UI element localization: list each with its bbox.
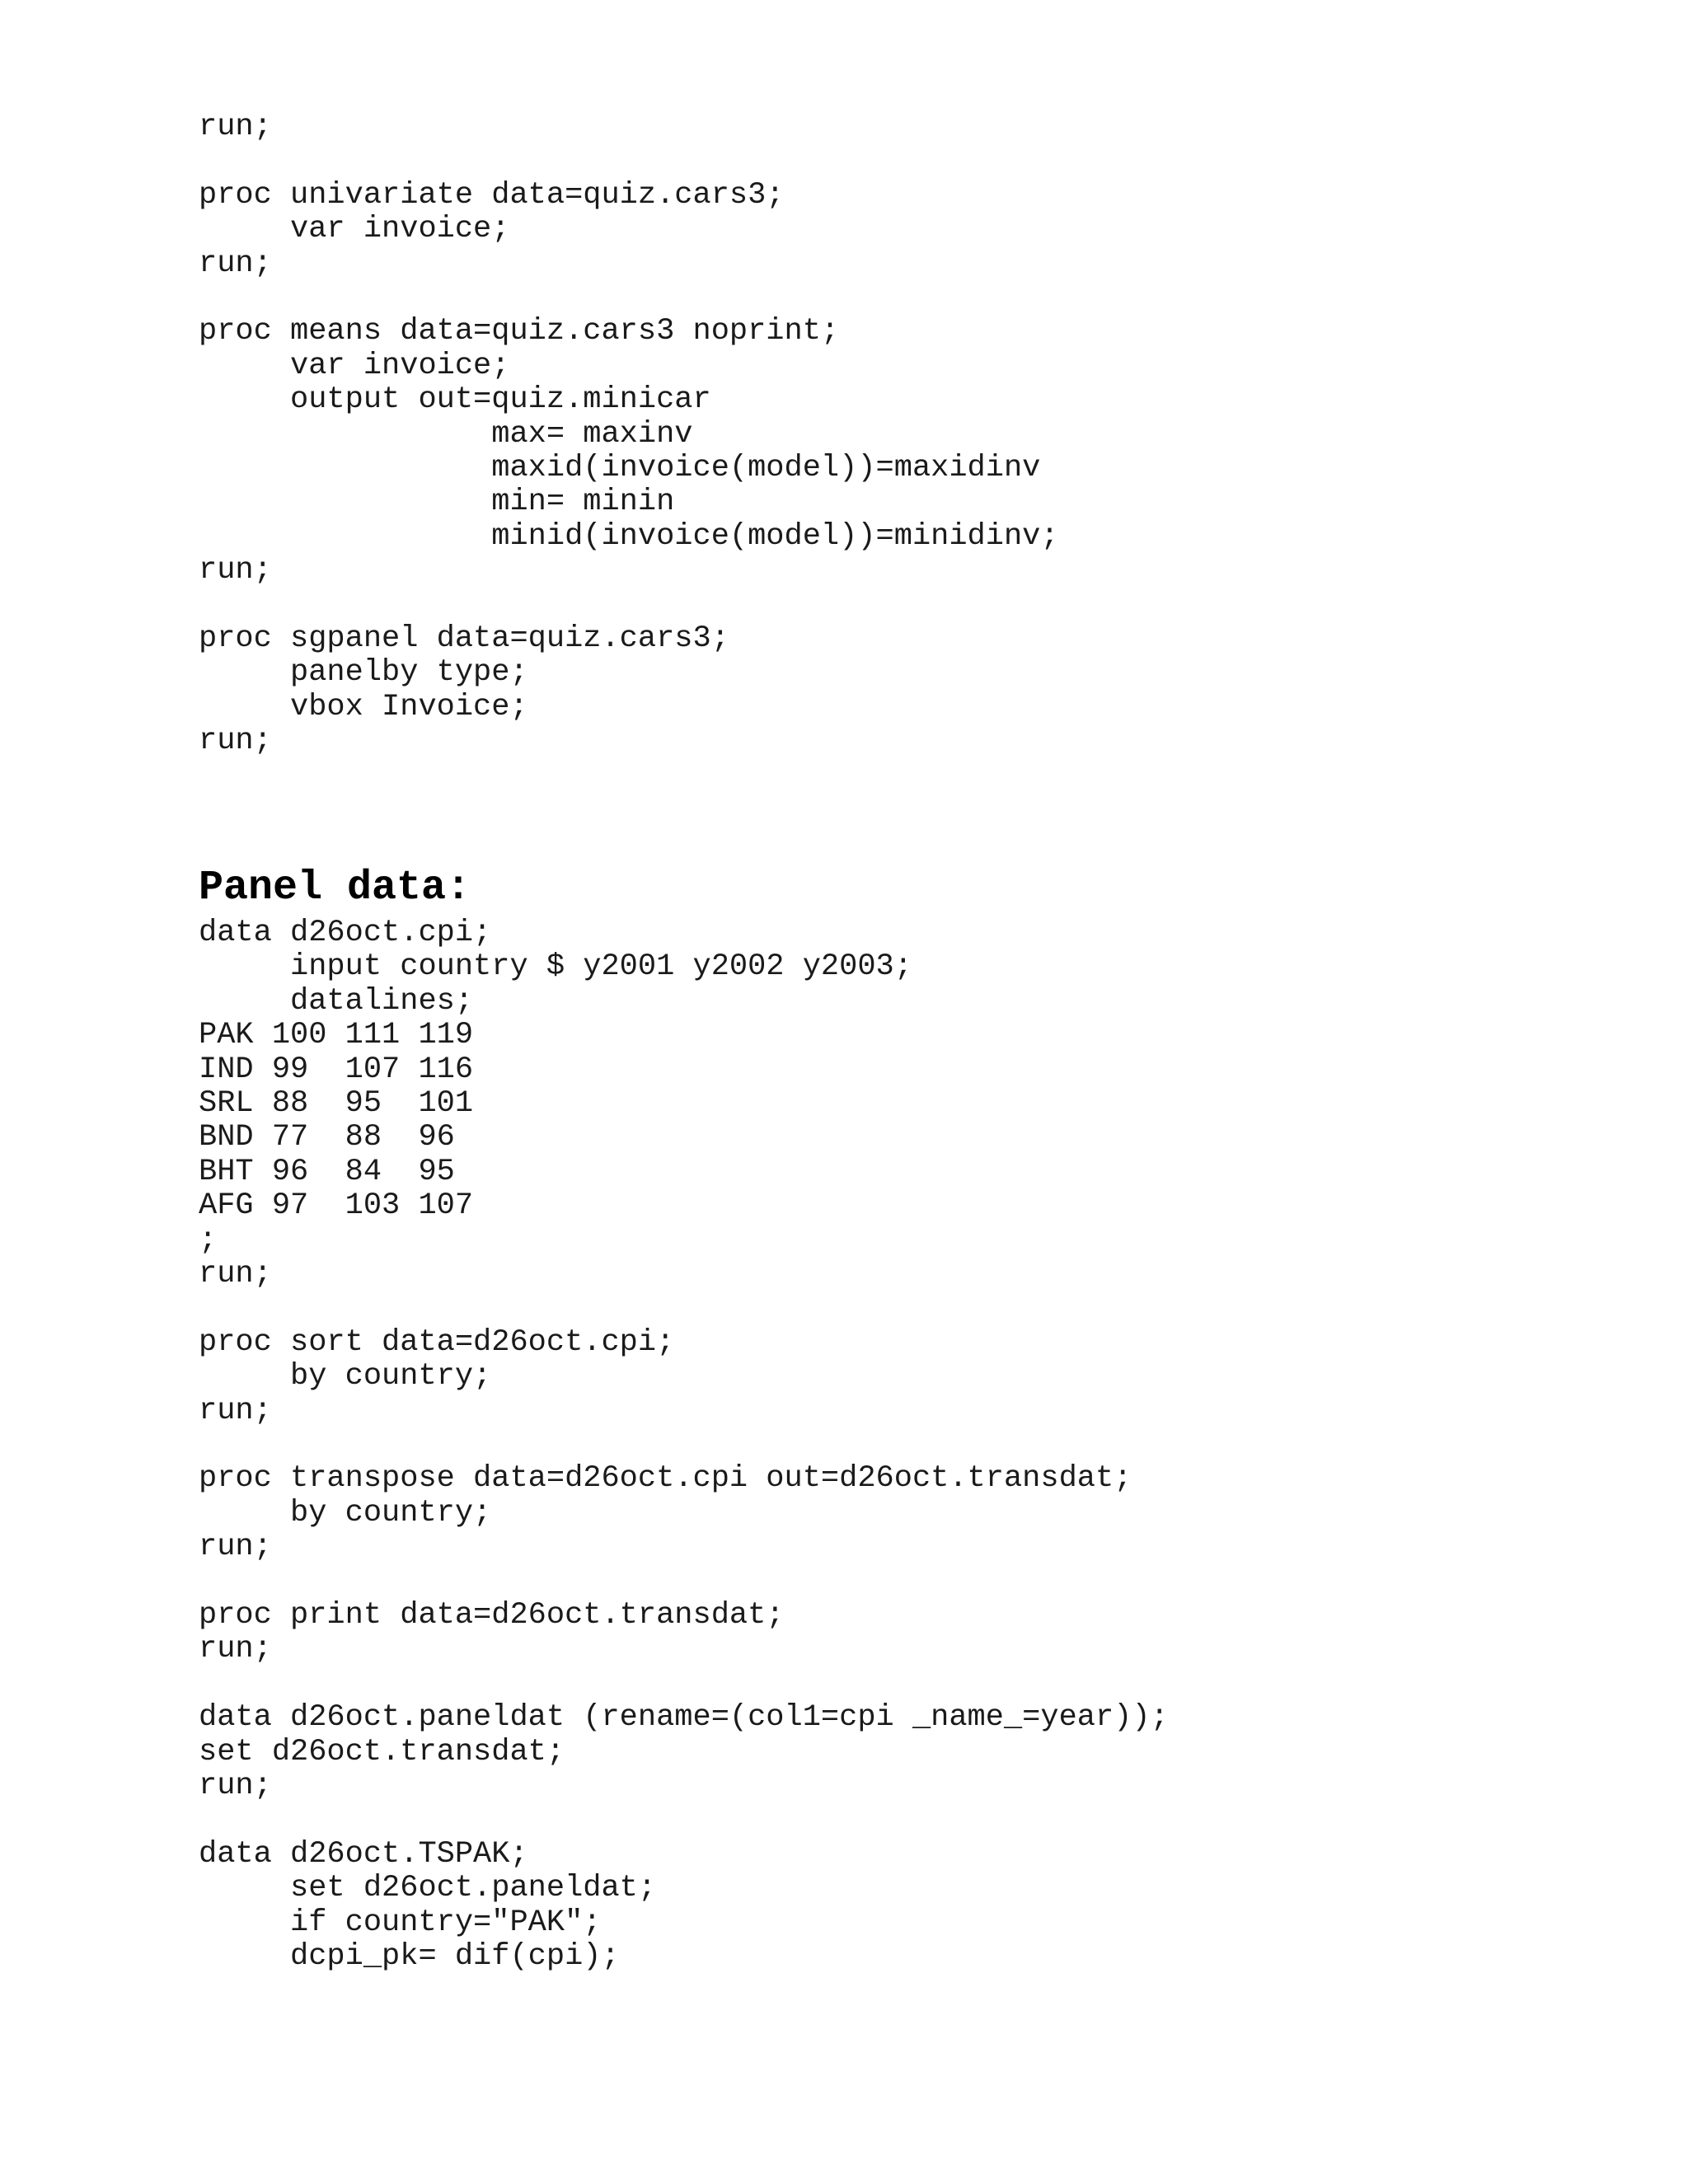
code-line: run; <box>199 246 272 281</box>
code-line: run; <box>199 1530 272 1564</box>
code-line: data d26oct.paneldat (rename=(col1=cpi _name_=year)); <box>199 1700 1169 1735</box>
code-line: proc means data=quiz.cars3 noprint; <box>199 314 840 349</box>
code-line: set d26oct.paneldat; <box>199 1871 657 1905</box>
code-line: run; <box>199 1394 272 1428</box>
code-line: proc sort data=d26oct.cpi; <box>199 1325 675 1360</box>
code-line: AFG 97 103 107 <box>199 1188 474 1223</box>
code-line: input country $ y2001 y2002 y2003; <box>199 949 912 984</box>
code-line: panelby type; <box>199 655 528 690</box>
code-line: BHT 96 84 95 <box>199 1155 455 1189</box>
code-line: run; <box>199 1632 272 1666</box>
code-line: proc print data=d26oct.transdat; <box>199 1598 785 1633</box>
code-line: BND 77 88 96 <box>199 1120 455 1155</box>
code-line: output out=quiz.minicar <box>199 382 711 417</box>
code-line: run; <box>199 1257 272 1291</box>
code-line: data d26oct.TSPAK; <box>199 1837 528 1872</box>
code-line: var invoice; <box>199 212 510 246</box>
code-line: proc univariate data=quiz.cars3; <box>199 178 785 213</box>
code-line: dcpi_pk= dif(cpi); <box>199 1939 620 1974</box>
code-line: var invoice; <box>199 349 510 383</box>
code-line: IND 99 107 116 <box>199 1052 474 1087</box>
code-line: set d26oct.transdat; <box>199 1735 565 1769</box>
code-line: ; <box>199 1223 218 1258</box>
code-line: vbox Invoice; <box>199 690 528 724</box>
code-line: PAK 100 111 119 <box>199 1018 474 1052</box>
code-line: proc transpose data=d26oct.cpi out=d26oct.transdat; <box>199 1461 1132 1496</box>
code-line: maxid(invoice(model))=maxidinv <box>199 451 1041 485</box>
code-line: data d26oct.cpi; <box>199 916 492 950</box>
section-heading: Panel data: <box>199 865 471 912</box>
code-line: if country="PAK"; <box>199 1905 602 1940</box>
code-line: run; <box>199 724 272 758</box>
code-line: run; <box>199 1769 272 1803</box>
code-line: min= minin <box>199 485 675 519</box>
code-line: SRL 88 95 101 <box>199 1086 474 1121</box>
code-line: by country; <box>199 1359 492 1394</box>
code-line: run; <box>199 553 272 588</box>
code-line: datalines; <box>199 984 474 1019</box>
code-line: minid(invoice(model))=minidinv; <box>199 519 1059 554</box>
code-line: proc sgpanel data=quiz.cars3; <box>199 621 729 656</box>
code-line: max= maxinv <box>199 417 693 452</box>
code-line: run; <box>199 110 272 144</box>
code-line: by country; <box>199 1496 492 1530</box>
